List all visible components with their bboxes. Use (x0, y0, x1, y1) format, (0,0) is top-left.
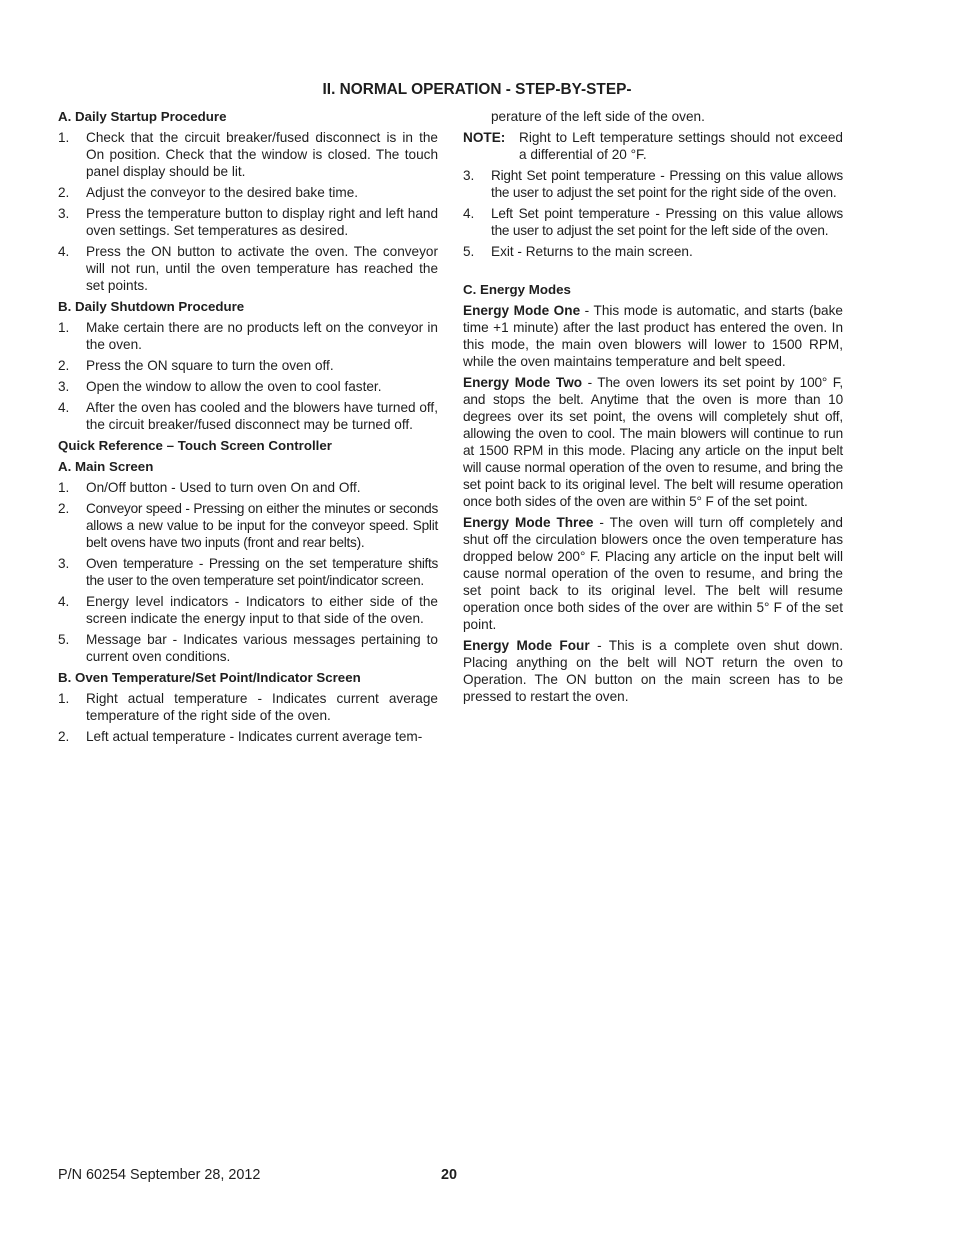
item-text: Left Set point temperature - Pressing on this value allows the user to adjust the set point for the left side of the oven. (491, 206, 843, 238)
item-text: Energy level indicators - Indicators to either side of the screen indicate the energy input to that side of the oven. (86, 594, 438, 626)
quick-reference-heading: Quick Reference – Touch Screen Controller (58, 438, 332, 453)
list-item (58, 184, 438, 201)
main-screen-list (58, 479, 438, 665)
energy-mode-paragraph (463, 637, 843, 705)
item-text: Exit - Returns to the main screen. (491, 244, 693, 259)
item-text: Message bar - Indicates various messages pertaining to current oven conditions. (86, 632, 438, 664)
note (463, 129, 843, 163)
main-screen-heading: A. Main Screen (58, 459, 154, 474)
item-text: Make certain there are no products left on the conveyor in the oven. (86, 320, 438, 352)
item-number: 1. (58, 130, 70, 145)
energy-mode-text: - The oven will turn off completely and shut off the circulation blowers once the oven temperature has dropped below 200° F. Placing any article on the input belt will cause normal operation of the oven to resume, and bring the set point back to its original level. The belt will resume operation once both sides of the over are within 5° F of the set point. (463, 515, 843, 632)
list-item (58, 129, 438, 180)
list-item (58, 690, 438, 724)
item-number: 4. (58, 244, 70, 259)
energy-mode-paragraph (463, 374, 843, 510)
item-number: 3. (58, 556, 70, 571)
item-text: Left actual temperature - Indicates current average tem- (86, 729, 423, 744)
list-item (463, 243, 843, 260)
list-item (58, 319, 438, 353)
right-column (463, 108, 843, 709)
list-item (58, 357, 438, 374)
spacer (463, 264, 843, 281)
daily-shutdown-list (58, 319, 438, 433)
item-text: Oven temperature - Pressing on the set temperature shifts the user to the oven temperature set point/indicator screen. (86, 556, 438, 588)
energy-mode-name: Energy Mode One (463, 303, 581, 318)
daily-startup-list (58, 129, 438, 294)
item-number: 4. (58, 400, 70, 415)
footer-page-number: 20 (440, 1167, 457, 1183)
list-item (463, 205, 843, 239)
oven-temp-screen-list (58, 690, 438, 745)
item-number: 2. (58, 185, 70, 200)
item-text: Check that the circuit breaker/fused disconnect is in the On position. Check that the window is closed. The touch panel display should be lit. (86, 130, 438, 179)
page-title: II. NORMAL OPERATION - STEP-BY-STEP- (322, 81, 632, 98)
energy-mode-text: - The oven lowers its set point by 100° F, and stops the belt. Anytime that the oven is more than 10 degrees over its set point, the ovens will completely shut off, allowing the oven to cool. The main blowers will continue to run at 1500 RPM in this mode. Placing any article on the input belt will cause normal operation of the oven to resume, and bring the set point back to its original level. The belt will resume operation once both sides of the oven are within 5° F of the set point. (463, 375, 843, 509)
energy-mode-text: - This mode is automatic, and starts (bake time +1 minute) after the last product has entered the oven. In this mode, the main oven blowers will lower to 1500 RPM, while the oven maintains temperature and belt speed. (463, 303, 843, 369)
daily-startup-heading: A. Daily Startup Procedure (58, 109, 227, 124)
item-number: 1. (58, 691, 70, 706)
energy-modes-heading: C. Energy Modes (463, 282, 571, 297)
left-column (58, 108, 438, 749)
list-item (58, 243, 438, 294)
list-item (58, 555, 438, 589)
item-text: Conveyor speed - Pressing on either the minutes or seconds allows a new value to be input for the conveyor speed. Split belt ovens have two inputs (front and rear belts). (86, 501, 438, 550)
item-number: 3. (58, 206, 70, 221)
list-item (58, 399, 438, 433)
item-number: 1. (58, 480, 70, 495)
item-text: Press the temperature button to display right and left hand oven settings. Set temperatures as desired. (86, 206, 438, 238)
daily-shutdown-heading: B. Daily Shutdown Procedure (58, 299, 245, 314)
note-label: NOTE: (463, 130, 506, 145)
continuation-text: perature of the left side of the oven. (491, 109, 705, 124)
list-item (58, 631, 438, 665)
energy-mode-text: - This is a complete oven shut down. Placing anything on the belt will NOT return the oven to Operation. The ON button on the main screen has to be pressed to restart the oven. (463, 638, 843, 704)
item-text: Right Set point temperature - Pressing on this value allows the user to adjust the set point for the right side of the oven. (491, 168, 843, 200)
item-text: Adjust the conveyor to the desired bake time. (86, 185, 359, 200)
item-number: 3. (58, 379, 70, 394)
energy-mode-paragraph (463, 514, 843, 633)
note-text: Right to Left temperature settings should not exceed a differential of 20 °F. (519, 130, 843, 162)
energy-mode-name: Energy Mode Two (463, 375, 583, 390)
item-number: 2. (58, 501, 70, 516)
item-text: Right actual temperature - Indicates current average temperature of the right side of the oven. (86, 691, 438, 723)
energy-mode-name: Energy Mode Three (463, 515, 594, 530)
list-item (58, 593, 438, 627)
energy-mode-name: Energy Mode Four (463, 638, 590, 653)
oven-temp-screen-heading: B. Oven Temperature/Set Point/Indicator Screen (58, 670, 361, 685)
item-number: 4. (463, 206, 475, 221)
item-number: 4. (58, 594, 70, 609)
item-number: 1. (58, 320, 70, 335)
list-item (58, 500, 438, 551)
list-item (58, 205, 438, 239)
item-text: Press the ON square to turn the oven off. (86, 358, 334, 373)
list-item (58, 479, 438, 496)
item-number: 2. (58, 729, 70, 744)
item-text: On/Off button - Used to turn oven On and Off. (86, 480, 361, 495)
item-number: 3. (463, 168, 475, 183)
footer-part-number: P/N 60254 September 28, 2012 (58, 1167, 261, 1183)
item-number: 5. (58, 632, 70, 647)
list-item (58, 728, 438, 745)
energy-mode-paragraph (463, 302, 843, 370)
item-number: 2. (58, 358, 70, 373)
item-text: After the oven has cooled and the blowers have turned off, the circuit breaker/fused disconnect may be turned off. (86, 400, 438, 432)
item-number: 5. (463, 244, 475, 259)
item-text: Press the ON button to activate the oven. The conveyor will not run, until the oven temperature has reached the set points. (86, 244, 438, 293)
list-item (463, 167, 843, 201)
set-point-list (463, 167, 843, 260)
item-text: Open the window to allow the oven to cool faster. (86, 379, 382, 394)
list-item (58, 378, 438, 395)
